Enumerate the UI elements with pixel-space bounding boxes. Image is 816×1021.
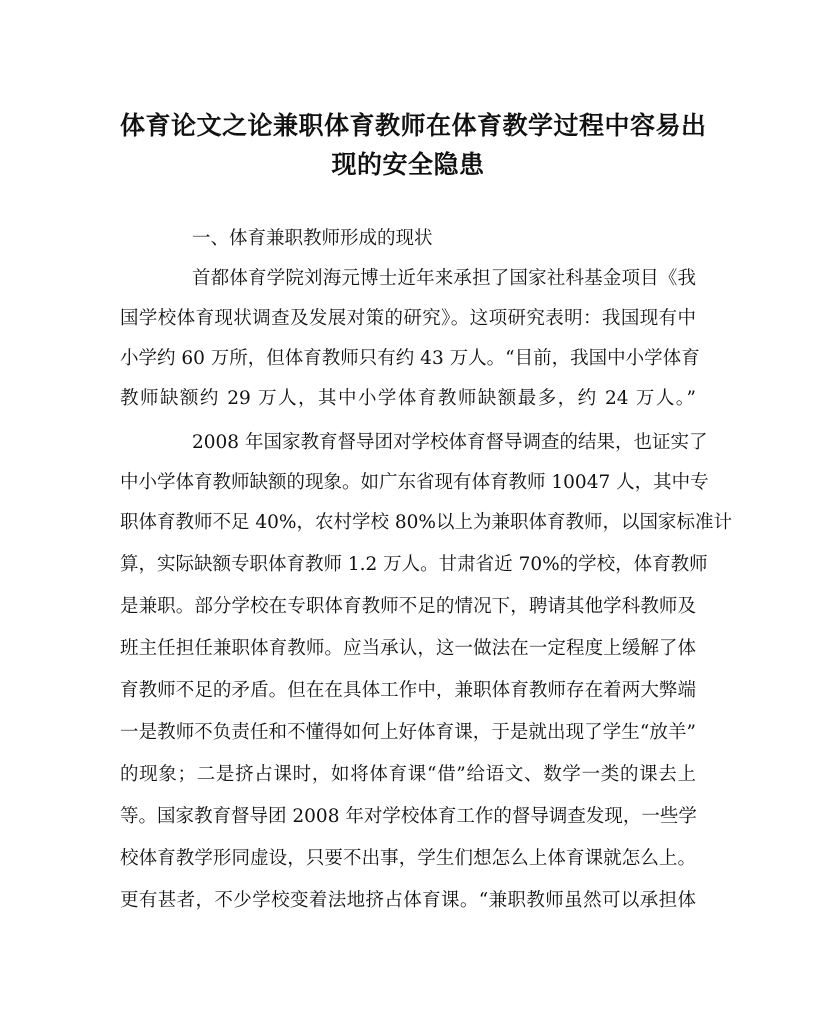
paragraph-2-line: 更有甚者，不少学校变着法地挤占体育课。“兼职教师虽然可以承担体 [120,890,696,911]
paragraph-2-line: 等。国家教育督导团 2008 年对学校体育工作的督导调查发现，一些学 [120,806,697,827]
paragraph-2-line: 班主任担任兼职体育教师。应当承认，这一做法在一定程度上缓解了体 [120,638,696,659]
paragraph-1-line: 首都体育学院刘海元博士近年来承担了国家社科基金项目《我 [192,268,696,289]
document-title-line-1: 体育论文之论兼职体育教师在体育教学过程中容易出 [120,111,707,140]
paragraph-2-line: 是兼职。部分学校在专职体育教师不足的情况下，聘请其他学科教师及 [120,596,696,617]
paragraph-2-line: 一是教师不负责任和不懂得如何上好体育课，于是就出现了学生“放羊” [120,722,696,743]
paragraph-1-line: 教师缺额约 29 万人，其中小学体育教师缺额最多，约 24 万人。” [120,388,696,409]
paragraph-2-line: 的现象；二是挤占课时，如将体育课“借”给语文、数学一类的课去上 [120,764,696,785]
paragraph-2-line: 育教师不足的矛盾。但在在具体工作中，兼职体育教师存在着两大弊端 [120,680,696,701]
paragraph-2-line: 中小学体育教师缺额的现象。如广东省现有体育教师 10047 人，其中专 [120,472,709,493]
document-title-line-2: 现的安全隐患 [331,150,485,179]
paragraph-1-line: 国学校体育现状调查及发展对策的研究》。这项研究表明：我国现有中 [120,308,696,329]
paragraph-1-line: 小学约 60 万所，但体育教师只有约 43 万人。“目前，我国中小学体育 [120,348,700,369]
section-heading: 一、体育兼职教师形成的现状 [192,228,433,249]
paragraph-2-line: 校体育教学形同虚设，只要不出事，学生们想怎么上体育课就怎么上。 [120,848,696,869]
paragraph-2-line: 职体育教师不足 40%，农村学校 80%以上为兼职体育教师，以国家标准计 [120,512,733,533]
paragraph-2-line: 算，实际缺额专职体育教师 1.2 万人。甘肃省近 70%的学校，体育教师 [120,554,708,575]
paragraph-2-line: 2008 年国家教育督导团对学校体育督导调查的结果，也证实了 [192,432,708,453]
